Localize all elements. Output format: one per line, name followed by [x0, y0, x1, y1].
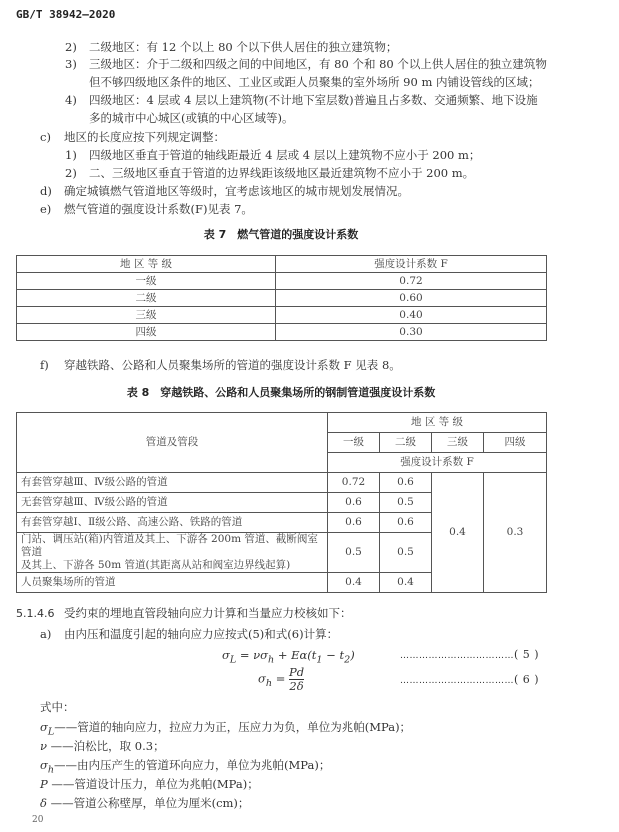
item-a: a) 由内压和温度引起的轴向应力应按式(5)和式(6)计算： — [40, 627, 339, 641]
table8-v2: 0.6 — [380, 473, 432, 493]
table7-level: 三级 — [17, 307, 276, 324]
table-row — [17, 473, 547, 493]
table8-pipe: 人员聚集场所的管道 — [17, 573, 328, 593]
equation-6-leader: ………………………………( 6 ) — [400, 673, 540, 686]
table7-factor: 0.60 — [276, 290, 547, 307]
table8-v1: 0.6 — [328, 493, 380, 513]
section-5-1-4-6: 5.1.4.6 受约束的埋地直管段轴向应力计算和当量应力校核如下： — [16, 606, 352, 620]
table8-subhead: 强度设计系数 F — [328, 453, 547, 473]
table8-v1: 0.5 — [328, 533, 380, 573]
symbol-definition: δ ——管道公称壁厚，单位为厘米(cm)； — [40, 796, 250, 810]
table7-header-factor: 强度设计系数 F — [276, 256, 547, 273]
table8-v2: 0.5 — [380, 493, 432, 513]
table8-level-4: 四级 — [484, 433, 547, 453]
table8-level-1: 一级 — [328, 433, 380, 453]
table7-level: 四级 — [17, 324, 276, 341]
equation-6: $\sigma_h$ = $\frac{Pd}{2\delta}$ — [258, 665, 305, 693]
table8-level-2: 二级 — [380, 433, 432, 453]
table7-factor: 0.72 — [276, 273, 547, 290]
item-d: d) 确定城镇燃气管道地区等级时，宜考虑该地区的城市规划发展情况。 — [40, 184, 409, 198]
table8-header-pipe: 管道及管段 — [17, 413, 328, 473]
list-item: 3) 三级地区：介于二级和四级之间的中间地区，有 80 个和 80 个以上供人居住的独立建筑物 — [65, 57, 547, 71]
symbol-definition: ν ——泊松比，取 0.3； — [40, 739, 165, 753]
list-item: 2) 二级地区：有 12 个以上 80 个以下供人居住的独立建筑物； — [65, 40, 398, 54]
symbol-definition: $\sigma_L——$管道的轴向应力，拉应力为正，压应力为负，单位为兆帕(MPa)； — [40, 720, 412, 738]
table8-v2: 0.5 — [380, 533, 432, 573]
table7-factor: 0.30 — [276, 324, 547, 341]
item-c-2: 2) 二、三级地区垂直于管道的边界线距该级地区最近建筑物不应小于 200 m。 — [65, 166, 475, 180]
equation-5: $\sigma_L = \nu\sigma_h + E\alpha(t_1 - t_2)$ — [222, 648, 355, 666]
table7-level: 一级 — [17, 273, 276, 290]
item-c-1: 1) 四级地区垂直于管道的轴线距最近 4 层或 4 层以上建筑物不应小于 200 m； — [65, 148, 481, 162]
where-label: 式中： — [40, 700, 75, 714]
table8-v4: 0.3 — [484, 473, 547, 593]
table-row — [17, 307, 547, 324]
table8-pipe: 门站、调压站(箱)内管道及其上、下游各 200m 管道、截断阀室管道 及其上、下游各 50m 管道(其距离从站和阀室边界线起算) — [17, 533, 328, 573]
table8-v1: 0.4 — [328, 573, 380, 593]
symbol-definition: $\sigma_h——$由内压产生的管道环向应力，单位为兆帕(MPa)； — [40, 758, 331, 776]
symbol-definition: P ——管道设计压力，单位为兆帕(MPa)； — [40, 777, 259, 791]
table7 — [16, 255, 547, 341]
equation-5-leader: ………………………………( 5 ) — [400, 648, 540, 661]
table8 — [16, 412, 547, 593]
table8-header-group: 地 区 等 级 — [328, 413, 547, 433]
table-row — [17, 273, 547, 290]
page-number: 20 — [32, 815, 44, 825]
table8-v2: 0.6 — [380, 513, 432, 533]
table8-pipe: 有套管穿越Ⅰ、Ⅱ级公路、高速公路、铁路的管道 — [17, 513, 328, 533]
table-row — [17, 290, 547, 307]
list-item: 4) 四级地区：4 层或 4 层以上建筑物(不计地下室层数)普遍且占多数、交通频繁、地下设施 — [65, 93, 538, 107]
table8-v2: 0.4 — [380, 573, 432, 593]
table8-pipe: 有套管穿越Ⅲ、Ⅳ级公路的管道 — [17, 473, 328, 493]
table8-pipe: 无套管穿越Ⅲ、Ⅳ级公路的管道 — [17, 493, 328, 513]
item-e: e) 燃气管道的强度设计系数(F)见表 7。 — [40, 202, 253, 216]
table8-level-3: 三级 — [432, 433, 484, 453]
standard-header: GB/T 38942—2020 — [16, 8, 116, 21]
table-row — [17, 324, 547, 341]
document-page: GB/T 38942—2020 2) 二级地区：有 12 个以上 80 个以下供人居住的独立建筑物； 3) 三级地区：介于二级和四级之间的中间地区，有 80 个和 80 个以上供人居住的独立建筑物 但不够四级地区条件的地区、工业区或距人员聚集的室外场所 90 m 内铺设管线的区域； 4) 四级地区：4 层或 4 层以上建筑物(不计地下室层数)普遍且占多数、交通频繁、地下设施 多的城市中心城区(或镇的中心区域等)。 c) 地区的长度应按下列规定调整： 1) 四级地区垂直于管道的轴线距最近 4 层或 4 层以上建筑物不应小于 200 m； 2) 二、三级地区垂直于管道的边界线距该级地区最近建筑物不应小于 200 m。 d) 确定城镇燃气管道地区等级时，宜考虑该地区的城市规划发展情况。 e) 燃气管道的强度设计系数(F)见表 7。 表 7 燃气管道的强度设计系数 地 区 等 级 强度设计系数 F 一级 0.72 二级 0.60 三级 0.40 四级 0.30 f) 穿越铁路、公路和人员聚集场所的管道的强度设计系数 F 见表 8。 表 8 穿越铁路、公路和人员聚集场所的钢制管道强度设计系数 管道及管段 地 区 等 级 一级 二级 三级 四级 强度设计系数 F 有套管穿越Ⅲ、Ⅳ级公路的管道 0.72 0.6 0.4 0.3 无套管穿越Ⅲ、Ⅳ级公路的管道 0.6 0.5 有套管穿越Ⅰ、Ⅱ级公路、高速公路、铁路的管道 0.6 0.6 门站、调压站(箱)内管道及其上、下游各 200m 管道、截断阀室管道 及其上、下游各 50m 管道(其距离从站和阀室边界线起算) 0.5 0.5 人员聚集场所的管道 0.4 0.4 5.1.4.6 受约束的埋地直管段轴向应力计算和当量应力校核如下： a) 由内压和温度引起的轴向应力应按式(5)和式(6)计算： $\sigma_L = \nu\sigma_h + E\alpha(t_1 - t_2)$ ………………………………( 5 ) $\sigma_h$ = $\frac{Pd}{2\delta}$ ………………………………( 6 ) 式中： $\sigma_L——$管道的轴向应力，拉应力为正，压应力为负，单位为兆帕(MPa)； ν ——泊松比，取 0.3； $\sigma_h——$由内压产生的管道环向应力，单位为兆帕(MPa)； P ——管道设计压力，单位为兆帕(MPa)； δ ——管道公称壁厚，单位为厘米(cm)； 20 — [0, 0, 619, 832]
table8-v1: 0.72 — [328, 473, 380, 493]
table8-v1: 0.6 — [328, 513, 380, 533]
table7-caption: 表 7 燃气管道的强度设计系数 — [203, 228, 359, 241]
table7-level: 二级 — [17, 290, 276, 307]
item-f: f) 穿越铁路、公路和人员聚集场所的管道的强度设计系数 F 见表 8。 — [40, 358, 401, 372]
item-c: c) 地区的长度应按下列规定调整： — [40, 130, 225, 144]
table7-factor: 0.40 — [276, 307, 547, 324]
table7-header-level: 地 区 等 级 — [17, 256, 276, 273]
table8-caption: 表 8 穿越铁路、公路和人员聚集场所的钢制管道强度设计系数 — [126, 386, 436, 399]
table8-v3: 0.4 — [432, 473, 484, 593]
